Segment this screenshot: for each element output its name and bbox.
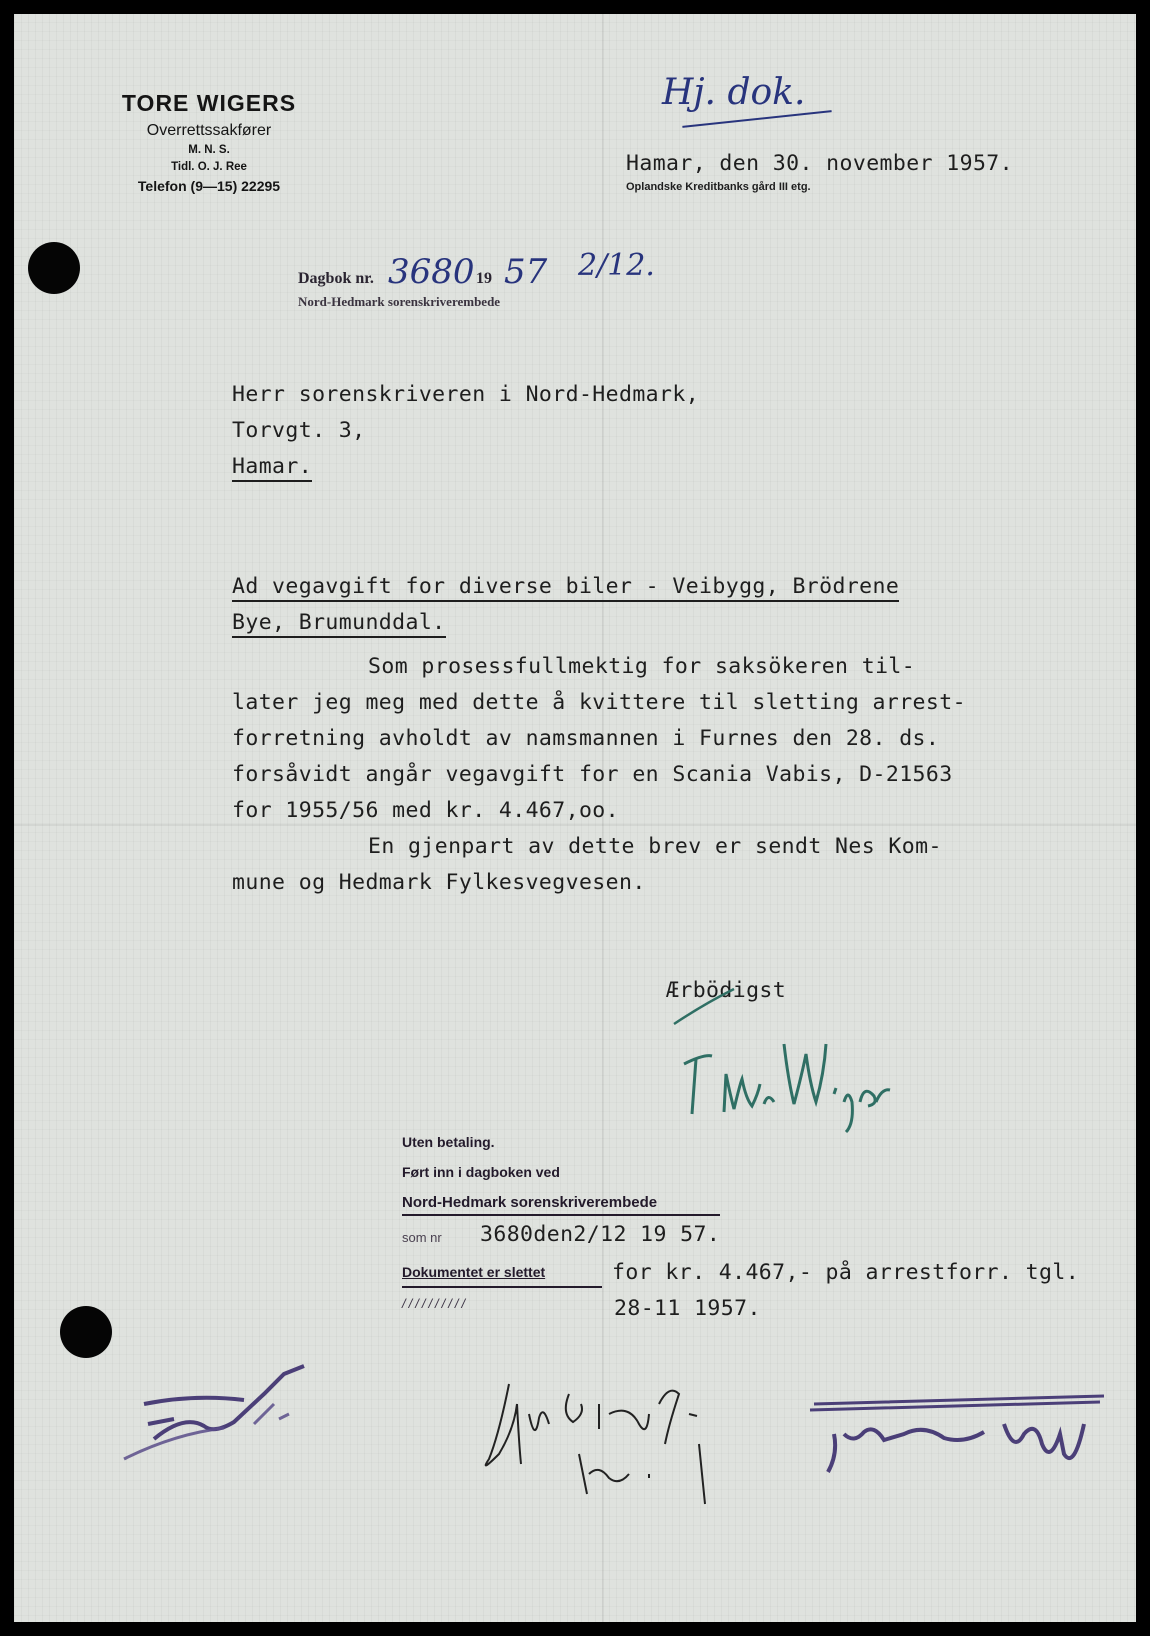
stamp-line-3: Nord-Hedmark sorenskriverembede	[402, 1194, 658, 1211]
stamp-line-4-label: som nr	[402, 1230, 442, 1245]
date-line: Hamar, den 30. november 1957.	[626, 151, 1013, 176]
recipient-line-3-wrap	[232, 454, 312, 479]
stamp-line-6-label: //////////	[402, 1296, 469, 1311]
stamp-rule-2	[402, 1286, 602, 1288]
signature-purple-right	[804, 1374, 1124, 1494]
subject-line-1-wrap	[232, 574, 899, 599]
dagbok-century: 19	[476, 270, 492, 287]
recipient-line-3: Hamar.	[232, 454, 312, 482]
letterhead-phone: Telefon (9—15) 22295	[137, 178, 281, 194]
signature-purple-left	[114, 1364, 314, 1474]
body-line-3: forretning avholdt av namsmannen i Furnes den 28. ds.	[232, 726, 940, 751]
letterhead-name: TORE WIGERS	[121, 90, 297, 116]
punch-hole-top	[28, 242, 80, 294]
body-line-4: forsåvidt angår vegavgift for en Scania Vabis, D-21563	[232, 762, 953, 787]
document-page	[14, 14, 1136, 1622]
dagbok-year: 57	[504, 252, 548, 292]
signature-tore-wigers	[664, 984, 904, 1134]
dagbok-number: 3680	[388, 252, 475, 292]
subject-line-1: Ad vegavgift for diverse biler - Veibygg, Brödrene	[232, 574, 899, 602]
letterhead-org: M. N. S.	[188, 144, 230, 156]
recipient-line-2: Torvgt. 3,	[232, 418, 366, 443]
dagbok-date: 2/12.	[578, 248, 655, 283]
signature-black-middle	[469, 1374, 729, 1524]
recipient-line-1: Herr sorenskriveren i Nord-Hedmark,	[232, 382, 700, 407]
stamp-line-1: Uten betaling.	[402, 1134, 495, 1150]
handwritten-annotation: Hj. dok.	[662, 72, 806, 113]
body-line-7: mune og Hedmark Fylkesvegvesen.	[232, 870, 646, 895]
dagbok-label: Dagbok nr.	[298, 270, 374, 287]
punch-hole-bottom	[60, 1306, 112, 1358]
body-line-6: En gjenpart av dette brev er sendt Nes Kom-	[368, 834, 942, 859]
body-line-2: later jeg meg med dette å kvittere til sletting arrest-	[232, 690, 966, 715]
stamp-line-6-value: 28-11 1957.	[614, 1296, 761, 1321]
stamp-rule-1	[402, 1214, 720, 1216]
fold-crease-horizontal	[14, 824, 1136, 826]
subject-line-2-wrap	[232, 610, 446, 635]
subject-line-2: Bye, Brumunddal.	[232, 610, 446, 638]
stamp-line-4-value: 3680den2/12 19 57.	[480, 1222, 721, 1247]
letterhead-title: Overrettssakfører	[146, 122, 272, 139]
closing: Ærbödigst	[666, 978, 787, 1003]
address-line: Oplandske Kreditbanks gård III etg.	[626, 181, 811, 193]
body-line-1: Som prosessfullmektig for saksökeren til-	[368, 654, 916, 679]
dagbok-office: Nord-Hedmark sorenskriverembede	[298, 294, 501, 309]
letterhead-former: Tidl. O. J. Ree	[171, 161, 247, 173]
body-line-5: for 1955/56 med kr. 4.467,oo.	[232, 798, 619, 823]
stamp-line-5-label: Dokumentet er slettet	[402, 1264, 546, 1280]
stamp-line-2: Ført inn i dagboken ved	[402, 1164, 560, 1180]
stamp-line-5-value: for kr. 4.467,- på arrestforr. tgl.	[612, 1260, 1080, 1285]
